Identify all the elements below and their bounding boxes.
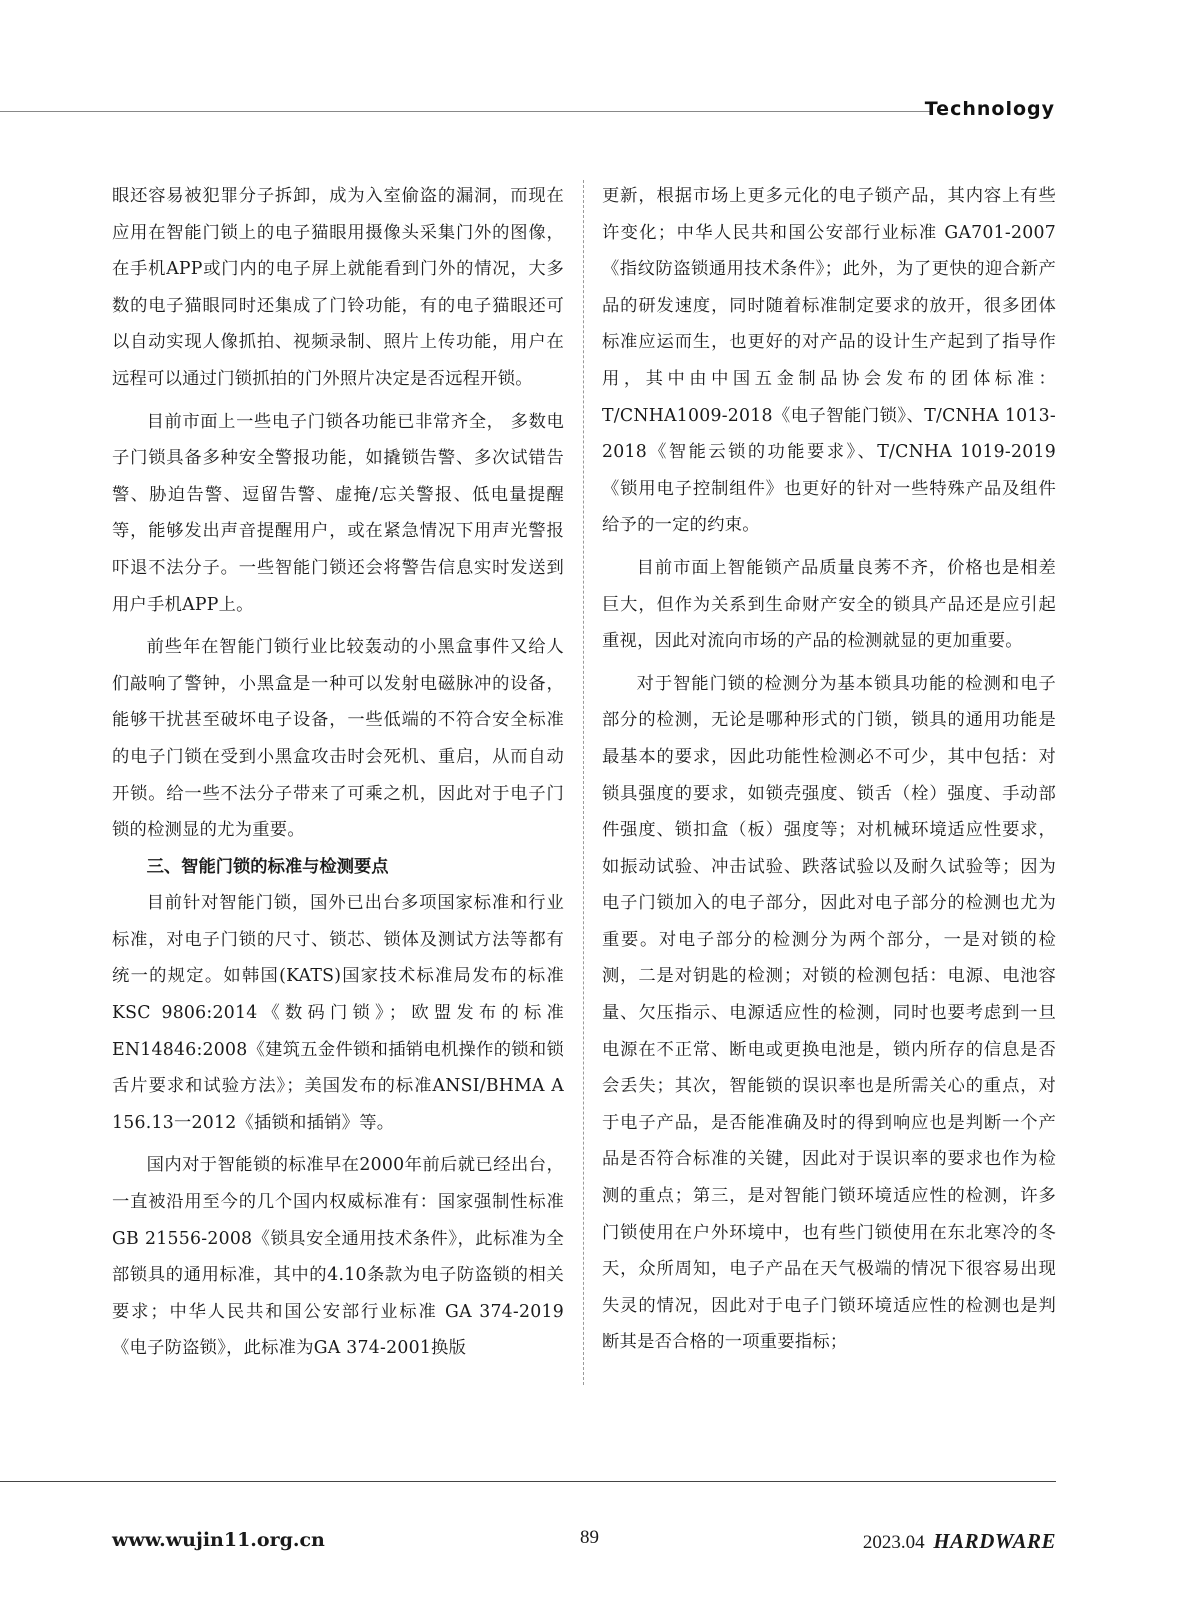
header-rule — [0, 111, 930, 112]
right-column — [602, 178, 1056, 1361]
right-paragraph-3: 对于智能门锁的检测分为基本锁具功能的检测和电子部分的检测，无论是哪种形式的门锁，锁具的通用功能是最基本的要求，因此功能性检测必不可少，其中包括：对锁具强度的要求，如锁壳强度、锁舌（栓）强度、手动部件强度、锁扣盒（板）强度等；对机械环境适应性要求，如振动试验、冲击试验、跌落试验以及耐久试验等；因为电子门锁加入的电子部分，因此对电子部分的检测也尤为重要。对电子部分的检测分为两个部分，一是对锁的检测，二是对钥匙的检测；对锁的检测包括：电源、电池容量、欠压指示、电源适应性的检测，同时也要考虑到一旦电源在不正常、断电或更换电池是，锁内所存的信息是否会丢失；其次，智能锁的误识率也是所需关心的重点，对于电子产品，是否能准确及时的得到响应也是判断一个产品是否符合标准的关键，因此对于误识率的要求也作为检测的重点；第三，是对智能门锁环境适应性的检测，许多门锁使用在户外环境中，也有些门锁使用在东北寒冷的冬天，众所周知，电子产品在天气极端的情况下很容易出现失灵的情况，因此对于电子门锁环境适应性的检测也是判断其是否合格的一项重要指标； — [602, 673, 1056, 1353]
page-number: 89 — [580, 1527, 599, 1548]
right-paragraph-2: 目前市面上智能锁产品质量良莠不齐，价格也是相差巨大，但作为关系到生命财产安全的锁具产品还是应引起重视，因此对流向市场的产品的检测就显的更加重要。 — [602, 557, 1056, 652]
magazine-name: HARDWARE — [933, 1529, 1056, 1553]
issue-date: 2023.04 — [862, 1532, 925, 1553]
column-divider — [583, 180, 584, 1385]
footer-website: www.wujin11.org.cn — [112, 1529, 325, 1551]
left-paragraph-2: 目前市面上一些电子门锁各功能已非常齐全， 多数电子门锁具备多种安全警报功能，如撬锁告警、多次试错告警、胁迫告警、逗留告警、虚掩/忘关警报、低电量提醒等，能够发出声音提醒用户，或在紧急情况下用声光警报吓退不法分子。一些智能门锁还会将警告信息实时发送到用户手机APP上。 — [112, 411, 564, 615]
left-paragraph-4: 目前针对智能门锁，国外已出台多项国家标准和行业标准，对电子门锁的尺寸、锁芯、锁体及测试方法等都有统一的规定。如韩国(KATS)国家技术标准局发布的标准KSC 9806:2014《数码门锁》；欧盟发布的标准EN14846:2008《建筑五金件锁和插销电机操作的锁和锁舌片要求和试验方法》；美国发布的标准ANSI/BHMA A 156.13一2012《插锁和插销》等。 — [112, 893, 564, 1133]
section-heading: 三、智能门锁的标准与检测要点 — [146, 856, 389, 877]
left-paragraph-3: 前些年在智能门锁行业比较轰动的小黑盒事件又给人们敲响了警钟，小黑盒是一种可以发射电磁脉冲的设备，能够干扰甚至破坏电子设备，一些低端的不符合安全标准的电子门锁在受到小黑盒攻击时会死机、重启，从而自动开锁。给一些不法分子带来了可乘之机，因此对于电子门锁的检测显的尤为重要。 — [112, 637, 564, 841]
left-column — [112, 178, 564, 1367]
right-paragraph-1: 更新，根据市场上更多元化的电子锁产品，其内容上有些许变化；中华人民共和国公安部行业标准 GA701-2007《指纹防盗锁通用技术条件》；此外，为了更快的迎合新产品的研发速度，同时随着标准制定要求的放开，很多团体标准应运而生，也更好的对产品的设计生产起到了指导作用，其中由中国五金制品协会发布的团体标准：T/CNHA1009-2018《电子智能门锁》、T/CNHA 1013-2018《智能云锁的功能要求》、T/CNHA 1019-2019 《锁用电子控制组件》也更好的针对一些特殊产品及组件给予的一定的约束。 — [602, 186, 1056, 536]
footer-rule — [0, 1481, 1056, 1482]
footer-issue — [863, 1529, 1056, 1554]
left-paragraph-5: 国内对于智能锁的标准早在2000年前后就已经出台，一直被沿用至今的几个国内权威标准有：国家强制性标准GB 21556-2008《锁具安全通用技术条件》，此标准为全部锁具的通用标准，其中的4.10条款为电子防盗锁的相关要求；中华人民共和国公安部行业标准 GA 374-2019《电子防盗锁》，此标准为GA 374-2001换版 — [112, 1155, 564, 1359]
left-paragraph-1: 眼还容易被犯罪分子拆卸，成为入室偷盗的漏洞，而现在应用在智能门锁上的电子猫眼用摄像头采集门外的图像，在手机APP或门内的电子屏上就能看到门外的情况，大多数的电子猫眼同时还集成了门铃功能，有的电子猫眼还可以自动实现人像抓拍、视频录制、照片上传功能，用户在远程可以通过门锁抓拍的门外照片决定是否远程开锁。 — [112, 186, 564, 389]
section-label: Technology — [924, 98, 1055, 120]
